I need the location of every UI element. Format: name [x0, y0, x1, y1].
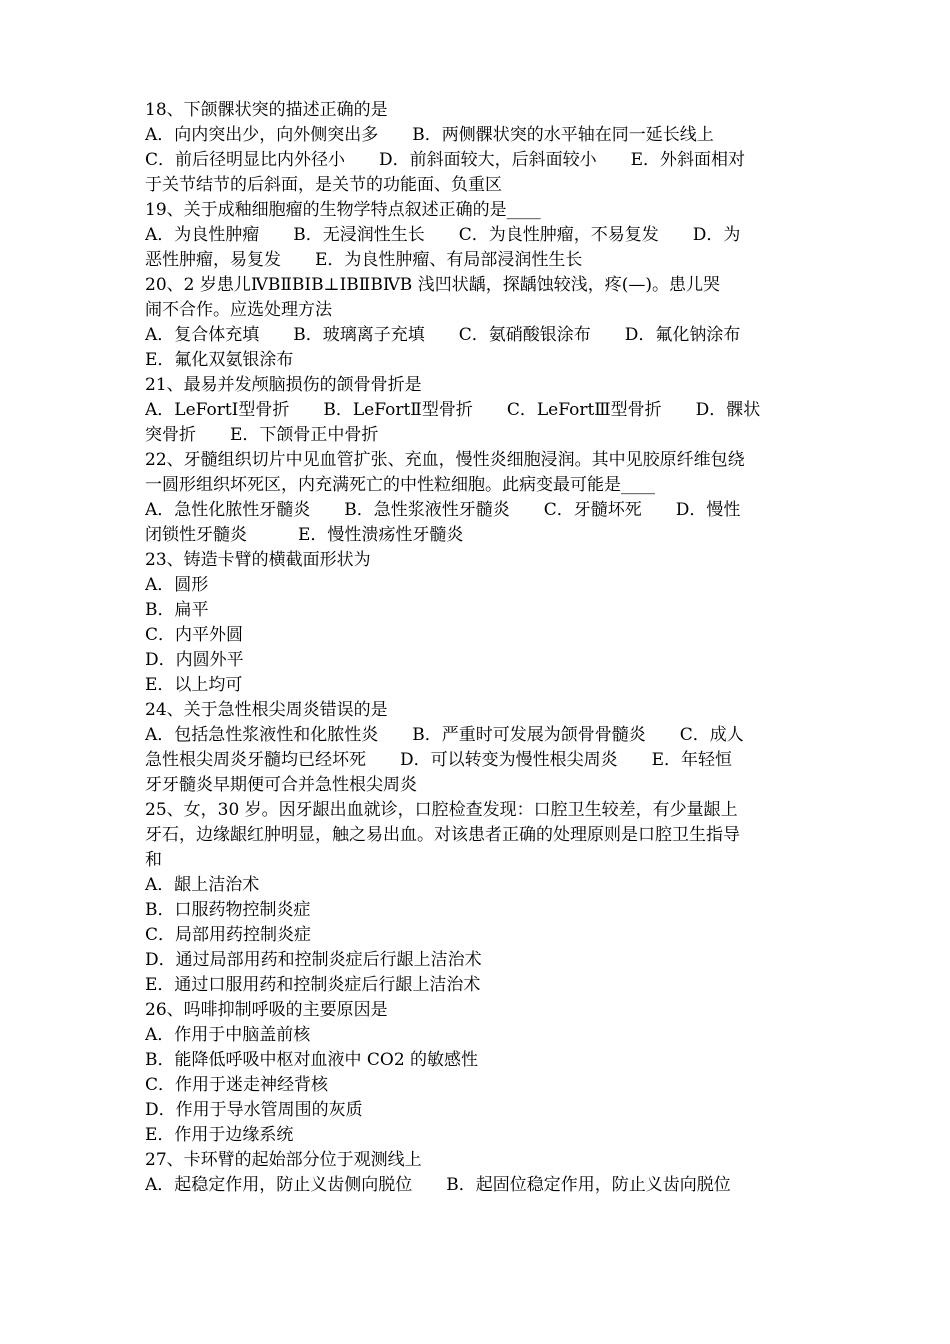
text-line: 22、牙髓组织切片中见血管扩张、充血，慢性炎细胞浸润。其中见胶原纤维包绕: [145, 450, 745, 470]
text-line: 23、铸造卡臂的横截面形状为: [145, 550, 371, 570]
text-line: A．包括急性浆液性和化脓性炎 B．严重时可发展为颌骨骨髓炎 C．成人: [145, 725, 744, 745]
text-line: A．起稳定作用，防止义齿侧向脱位 B．起固位稳定作用，防止义齿向脱位: [145, 1175, 731, 1195]
text-line: A．圆形: [145, 575, 209, 595]
text-line: 26、吗啡抑制呼吸的主要原因是: [145, 1000, 388, 1020]
text-line: 于关节结节的后斜面，是关节的功能面、负重区: [145, 175, 502, 195]
text-line: E．通过口服用药和控制炎症后行龈上洁治术: [145, 975, 481, 995]
text-line: A．向内突出少，向外侧突出多 B．两侧髁状突的水平轴在同一延长线上: [145, 125, 714, 145]
text-line: 25、女，30 岁。因牙龈出血就诊，口腔检查发现：口腔卫生较差，有少量龈上: [145, 800, 738, 820]
text-line: 牙石，边缘龈红肿明显，触之易出血。对该患者正确的处理原则是口腔卫生指导: [145, 825, 740, 845]
text-line: D．内圆外平: [145, 650, 244, 670]
text-line: A．复合体充填 B．玻璃离子充填 C．氨硝酸银涂布 D．氟化钠涂布: [145, 325, 741, 345]
text-line: 20、2 岁患儿ⅣBⅡBⅠB⊥ⅠBⅡBⅣB 浅凹状龋，探龋蚀较浅，疼(—)。患儿哭: [145, 275, 720, 295]
text-line: A．为良性肿瘤 B．无浸润性生长 C．为良性肿瘤，不易复发 D．为: [145, 225, 741, 245]
text-line: A．急性化脓性牙髓炎 B．急性浆液性牙髓炎 C．牙髓坏死 D．慢性: [145, 500, 741, 520]
text-line: 闹不合作。应选处理方法: [145, 300, 332, 320]
text-line: 21、最易并发颅脑损伤的颌骨骨折是: [145, 375, 422, 395]
text-line: B．能降低呼吸中枢对血液中 CO2 的敏感性: [145, 1050, 479, 1070]
text-line: A．LeFortⅠ型骨折 B．LeFortⅡ型骨折 C．LeFortⅢ型骨折 D．髁状: [145, 400, 761, 420]
text-line: 牙牙髓炎早期便可合并急性根尖周炎: [145, 775, 417, 795]
text-line: 闭锁性牙髓炎 E．慢性溃疡性牙髓炎: [145, 525, 464, 545]
text-line: 突骨折 E．下颌骨正中骨折: [145, 425, 379, 445]
text-line: 27、卡环臂的起始部分位于观测线上: [145, 1150, 422, 1170]
exam-question-text: [145, 98, 820, 1198]
text-line: C．作用于迷走神经背核: [145, 1075, 329, 1095]
text-line: C．前后径明显比内外径小 D．前斜面较大，后斜面较小 E．外斜面相对: [145, 150, 746, 170]
text-line: B．扁平: [145, 600, 209, 620]
text-line: D．作用于导水管周围的灰质: [145, 1100, 363, 1120]
text-line: 18、下颌髁状突的描述正确的是: [145, 100, 388, 120]
text-line: 恶性肿瘤，易复发 E．为良性肿瘤、有局部浸润性生长: [145, 250, 583, 270]
text-line: C．内平外圆: [145, 625, 244, 645]
text-line: E．氟化双氨银涂布: [145, 350, 294, 370]
text-line: 24、关于急性根尖周炎错误的是: [145, 700, 388, 720]
text-line: E．以上均可: [145, 675, 243, 695]
text-line: A．作用于中脑盖前核: [145, 1025, 311, 1045]
text-line: 一圆形组织坏死区，内充满死亡的中性粒细胞。此病变最可能是____: [145, 475, 655, 495]
text-line: C．局部用药控制炎症: [145, 925, 312, 945]
text-line: 19、关于成釉细胞瘤的生物学特点叙述正确的是____: [145, 200, 541, 220]
text-line: 和: [145, 850, 162, 870]
text-line: D．通过局部用药和控制炎症后行龈上洁治术: [145, 950, 482, 970]
text-line: 急性根尖周炎牙髓均已经坏死 D．可以转变为慢性根尖周炎 E．年轻恒: [145, 750, 733, 770]
text-line: A．龈上洁治术: [145, 875, 260, 895]
text-line: B．口服药物控制炎症: [145, 900, 311, 920]
text-line: E．作用于边缘系统: [145, 1125, 294, 1145]
